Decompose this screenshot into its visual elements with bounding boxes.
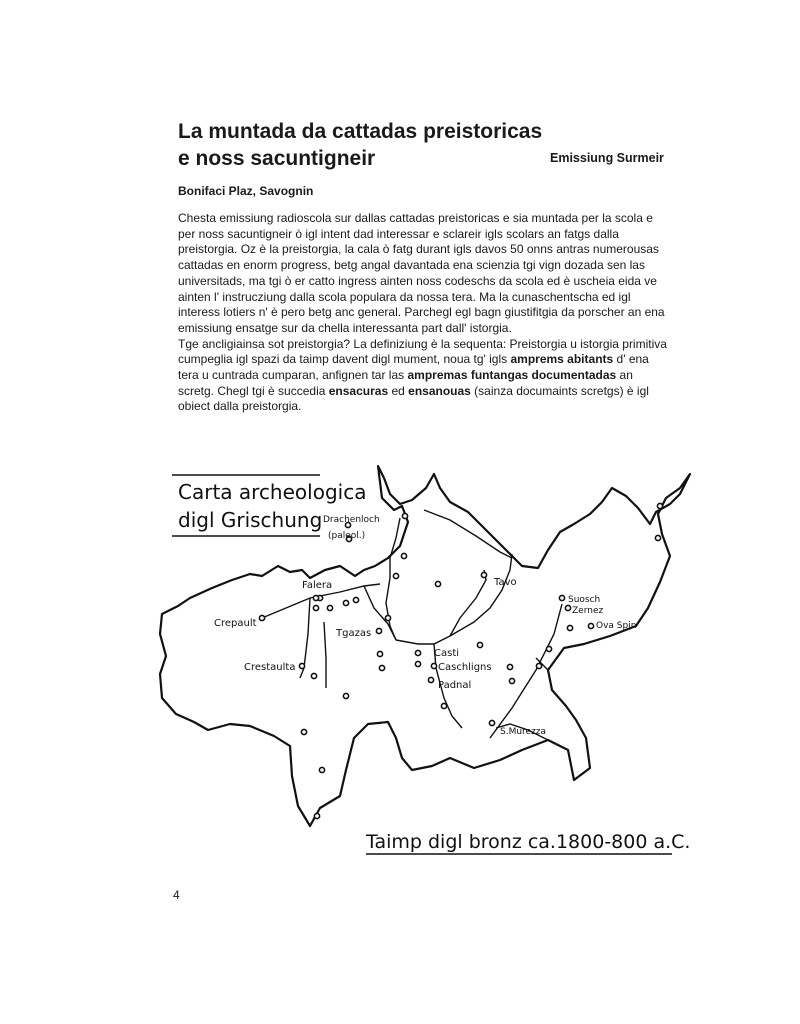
- title-line-1: La muntada da cattadas preistoricas: [178, 120, 543, 143]
- label-caschligns: Caschligns: [438, 662, 492, 673]
- paragraph-2: [178, 337, 668, 416]
- p2-text-a: Tge ancligiainsa sot preistorgia? La definiziung è la sequenta: Preistorgia u istorgia primitiva cumpeglia igl spazi da taimp davent digl mument, noua tg' igls: [178, 336, 667, 367]
- section-label: Emissiung Surmeir: [550, 151, 664, 165]
- map-inner-lines: [262, 510, 562, 740]
- label-crepault: Crepault: [214, 618, 257, 629]
- archaeological-map: [150, 458, 710, 868]
- p2-text-c: d' ena tera u cuntrada cumparan, anfignen tar las: [178, 352, 649, 383]
- label-crestaulta: Crestaulta: [244, 662, 296, 673]
- map-title-line-1: Carta archeologica: [178, 480, 367, 504]
- label-falera: Falera: [302, 580, 333, 591]
- p2-bold-3: ensacuras: [328, 383, 389, 398]
- label-suosch: Suosch: [568, 595, 601, 605]
- label-zernez: Zernez: [572, 606, 604, 616]
- article-body: [178, 211, 668, 415]
- paragraph-1: Chesta emissiung radioscola sur dallas cattadas preistoricas e sia muntada per la scola e per noss sacuntigneir ò igl intent dad interessar e sclareir igls scolars an fatgs dalla preistorgia. Oz è la preistorgia, la cala ò fatg durant igls davos 50 onns antras numerousas cattadas en enorm progress, betg angal davantada ena scienzia tgi vign dozada sen las universitads, ma tgi ò er catto ingress ainten noss codeschs da scola ed è uscheia eida ve ainten l' instrucziung dalla scola populara da nossa tera. Ma la cunaschentscha ed igl interess lotiers n' è pero betg anc general. Parchegl egl bagn giustifitgia da porscher an ena emissiung ensatge sur da chella interessanta part dall' istorgia.: [178, 211, 665, 335]
- label-tgazas: Tgazas: [336, 628, 372, 639]
- p2-text-e: ed: [388, 383, 409, 398]
- p2-bold-4: ensanouas: [408, 383, 471, 398]
- label-tavo: Tavo: [494, 577, 517, 588]
- map-title-line-2: digl Grischung: [178, 508, 323, 532]
- label-ovaspin: Ova Spin: [596, 621, 637, 631]
- title-line-2: e noss sacuntigneir: [178, 147, 376, 170]
- page-number: 4: [173, 888, 180, 902]
- label-paleol: (paleol.): [328, 531, 366, 541]
- p2-bold-1: amprems abitants: [510, 352, 614, 367]
- label-drachenloch: Drachenloch: [323, 515, 380, 525]
- label-padnal: Padnal: [438, 680, 472, 691]
- label-smurezza: S.Murezza: [500, 727, 547, 737]
- site-markers: [259, 503, 662, 818]
- author-line: Bonifaci Plaz, Savognin: [178, 184, 314, 198]
- p2-text-d: an scretg. Chegl tgi è succedia: [178, 368, 633, 398]
- article-title: [178, 118, 542, 172]
- p2-text-f: (sainza documaints scretgs) è igl obiect dalla preistorgia.: [178, 383, 649, 414]
- map-caption: Taimp digl bronz ca.1800-800 a.C.: [366, 831, 691, 853]
- p2-bold-2: ampremas funtangas documentadas: [407, 368, 617, 383]
- label-casti: Casti: [434, 648, 460, 659]
